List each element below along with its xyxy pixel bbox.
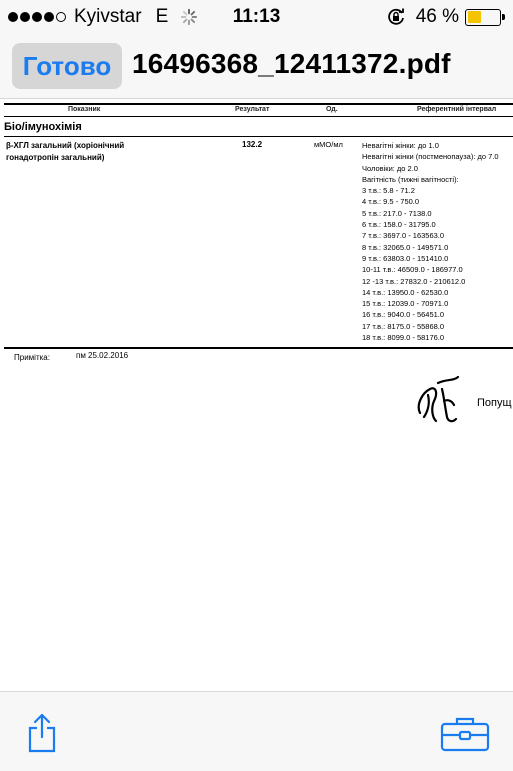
- document-title: 16496368_12411372.pdf: [132, 48, 451, 79]
- reference-line: Невагітні жінки (постменопауза): до 7.0: [362, 152, 499, 162]
- network-type: E: [155, 6, 169, 27]
- test-result: 132.2: [242, 140, 263, 149]
- reference-line: 17 т.в.: 8175.0 - 55868.0: [362, 321, 445, 331]
- reference-line: 16 т.в.: 9040.0 - 56451.0: [362, 310, 445, 320]
- reference-line: 8 т.в.: 32065.0 - 149571.0: [362, 242, 449, 252]
- reference-line: 6 т.в.: 158.0 - 31795.0: [362, 220, 436, 230]
- reference-line: 15 т.в.: 12039.0 - 70971.0: [362, 299, 449, 309]
- header-unit: Од.: [326, 106, 338, 113]
- rotation-lock-icon: [386, 7, 406, 27]
- header-indicator: Показник: [68, 106, 101, 113]
- table-header: [4, 103, 513, 117]
- handwritten-signature: [414, 375, 460, 427]
- reference-line: 4 т.в.: 9.5 - 750.0: [362, 197, 420, 207]
- battery-icon: [465, 9, 501, 26]
- share-icon[interactable]: [26, 713, 58, 753]
- table-bottom-divider: [4, 347, 513, 349]
- status-time: 11:13: [232, 6, 281, 27]
- battery-tip: [502, 14, 505, 20]
- bottom-toolbar: [0, 691, 513, 771]
- test-unit: мМО/мл: [314, 140, 343, 149]
- reference-line: 3 т.в.: 5.8 - 71.2: [362, 186, 415, 196]
- reference-line: 12 -13 т.в.: 27832.0 - 210612.0: [362, 276, 466, 286]
- status-bar: [0, 0, 513, 34]
- reference-line: 7 т.в.: 3697.0 - 163563.0: [362, 231, 445, 241]
- pdf-document-page[interactable]: [0, 99, 513, 691]
- reference-line: Вагітність (тижні вагітності):: [362, 174, 459, 184]
- reference-line: 9 т.в.: 63803.0 - 151410.0: [362, 253, 449, 263]
- note-label: Примітка:: [14, 353, 50, 362]
- status-right: [386, 6, 505, 28]
- carrier-name: Kyivstar: [74, 6, 142, 27]
- reference-line: 14 т.в.: 13950.0 - 62530.0: [362, 287, 449, 297]
- done-button[interactable]: Готово: [12, 43, 122, 89]
- header-reference: Референтний інтервал: [417, 106, 497, 113]
- header-result: Результат: [235, 106, 270, 113]
- section-title: Біо/імунохімія: [4, 121, 82, 133]
- toolbox-icon[interactable]: [440, 716, 490, 752]
- reference-line: 18 т.в.: 8099.0 - 58176.0: [362, 333, 445, 343]
- test-name: β-ХГЛ загальний (хоріонічний гонадотропін загальний): [6, 141, 125, 162]
- reference-line: Невагітні жінки: до 1.0: [362, 141, 439, 150]
- reference-line: Чоловіки: до 2.0: [362, 163, 418, 173]
- battery-fill: [468, 11, 481, 23]
- reference-line: 5 т.в.: 217.0 - 7138.0: [362, 208, 432, 218]
- navigation-bar: [0, 34, 513, 99]
- reference-line: 10-11 т.в.: 46509.0 - 186977.0: [362, 265, 463, 275]
- section-divider: [4, 136, 513, 137]
- battery-percentage: 46 %: [415, 6, 459, 27]
- signature-label: Попущ: [477, 397, 512, 409]
- reference-interval-list: [362, 140, 499, 343]
- note-text: пм 25.02.2016: [76, 351, 129, 360]
